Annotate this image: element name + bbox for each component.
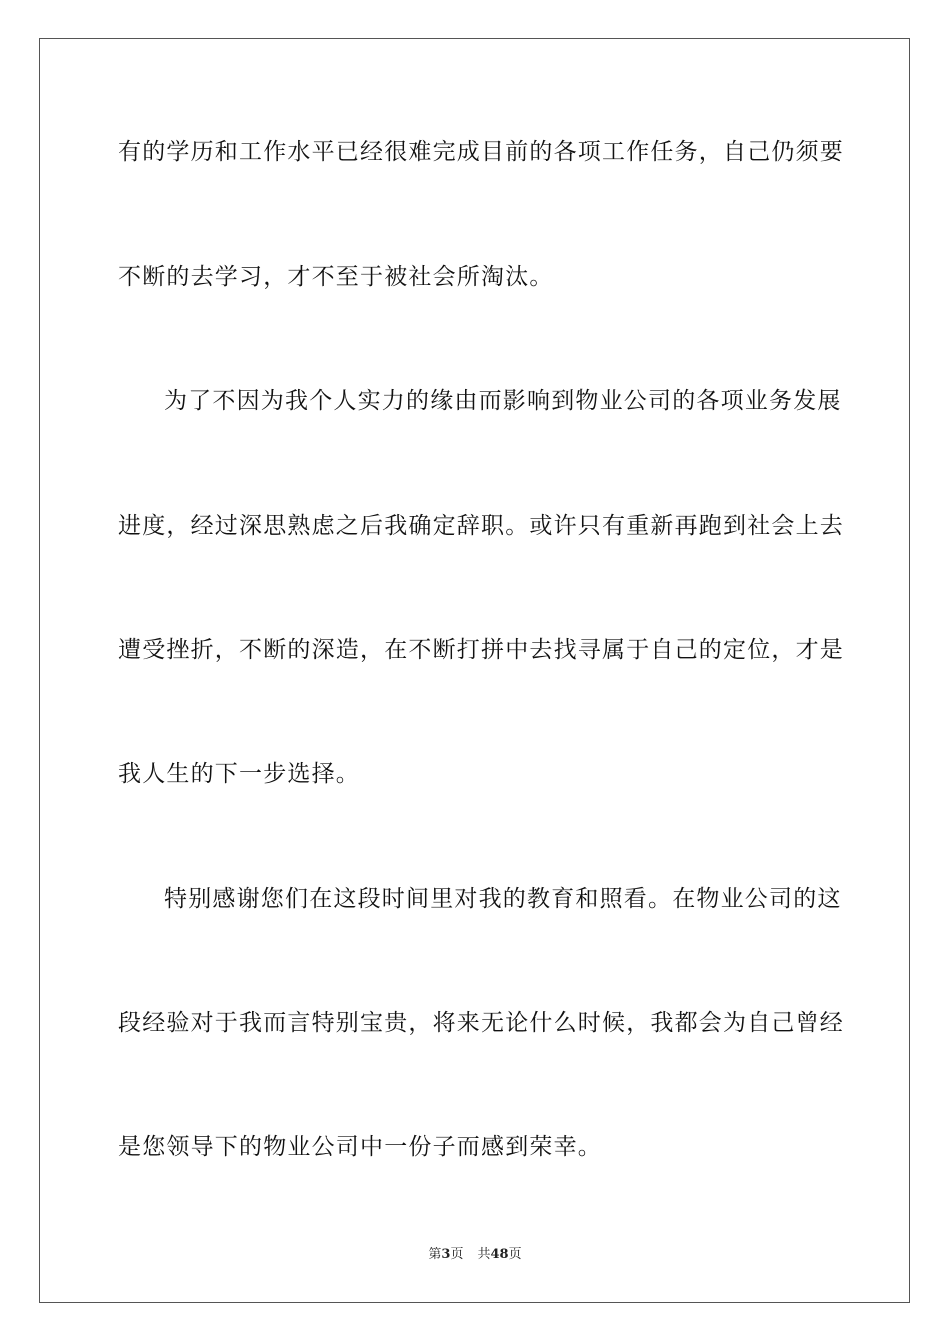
body-line-8: 段经验对于我而言特别宝贵，将来无论什么时候，我都会为自己曾经 — [118, 1010, 844, 1036]
footer-page-number: 3 — [441, 1247, 451, 1262]
body-line-1: 有的学历和工作水平已经很难完成目前的各项工作任务，自己仍须要 — [118, 139, 844, 165]
body-line-2: 不断的去学习，才不至于被社会所淘汰。 — [118, 264, 554, 290]
footer-total-pages: 48 — [490, 1247, 509, 1262]
page-footer — [0, 1246, 950, 1264]
footer-page-prefix: 第 — [428, 1247, 442, 1262]
page-border — [39, 38, 910, 1303]
footer-total-suffix: 页 — [508, 1247, 522, 1262]
body-line-5: 遭受挫折，不断的深造，在不断打拼中去找寻属于自己的定位，才是 — [118, 637, 844, 663]
body-line-4: 进度，经过深思熟虑之后我确定辞职。或许只有重新再跑到社会上去 — [118, 513, 844, 539]
body-line-9: 是您领导下的物业公司中一份子而感到荣幸。 — [118, 1134, 602, 1160]
body-line-7: 特别感谢您们在这段时间里对我的教育和照看。在物业公司的这 — [164, 886, 842, 912]
footer-page-suffix: 页 — [450, 1247, 464, 1262]
footer-total-prefix: 共 — [477, 1247, 491, 1262]
body-line-3: 为了不因为我个人实力的缘由而影响到物业公司的各项业务发展 — [164, 388, 842, 414]
body-line-6: 我人生的下一步选择。 — [118, 761, 360, 787]
